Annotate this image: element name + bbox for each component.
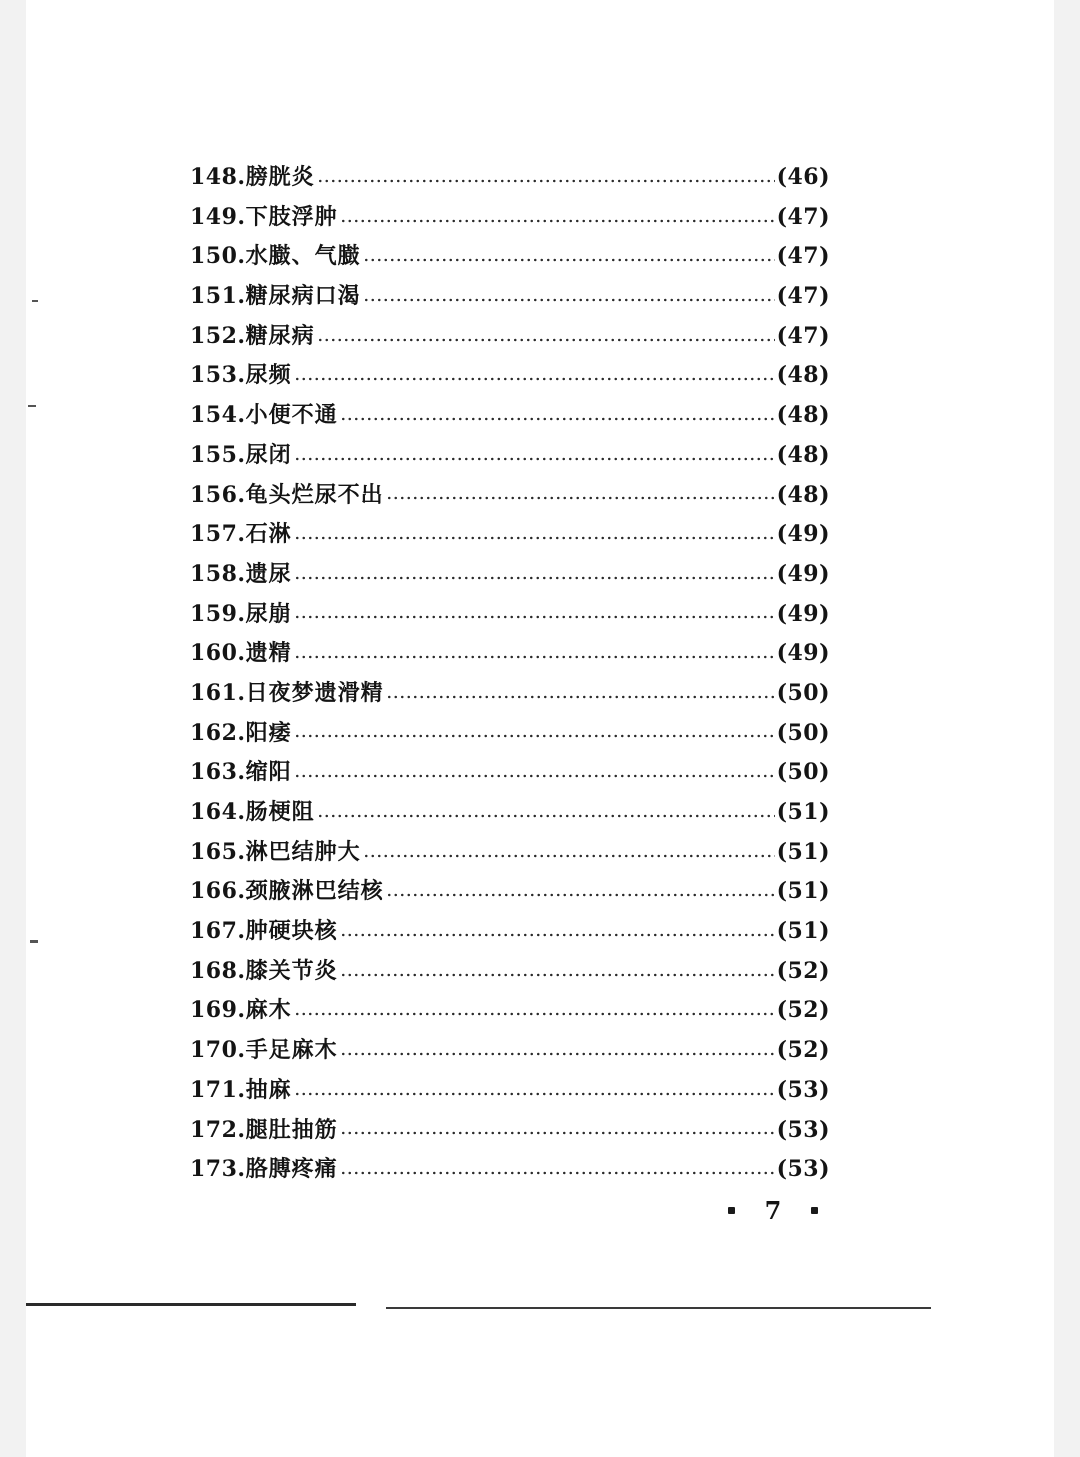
- dot-leader: [294, 536, 775, 540]
- dot-leader: [363, 854, 775, 858]
- dot-leader: [294, 576, 775, 580]
- entry-number: 170.: [190, 1037, 246, 1064]
- entry-title: 颈腋淋巴结核: [245, 878, 384, 905]
- bottom-rule-right: [386, 1307, 931, 1309]
- dot-leader: [294, 377, 775, 381]
- dot-leader: [340, 219, 775, 223]
- bottom-rule-left: [26, 1303, 356, 1306]
- entry-title: 手足麻木: [245, 1037, 338, 1064]
- entry-title: 遗尿: [245, 560, 292, 587]
- entry-number: 155.: [190, 441, 246, 468]
- scan-speck: [32, 300, 38, 302]
- entry-title: 下肢浮肿: [245, 203, 338, 230]
- toc-entry: [190, 714, 830, 754]
- entry-number: 168.: [190, 957, 246, 984]
- entry-page: (48): [776, 362, 830, 389]
- toc-entry: [190, 991, 830, 1031]
- dot-leader: [294, 457, 775, 461]
- entry-title: 膝关节炎: [245, 957, 338, 984]
- entry-number: 149.: [190, 203, 246, 230]
- entry-page: (51): [776, 799, 830, 825]
- entry-number: 171.: [190, 1076, 246, 1103]
- entry-title: 膀胱炎: [245, 164, 315, 190]
- entry-title: 遗精: [245, 640, 292, 667]
- entry-number: 153.: [190, 362, 246, 389]
- entry-page: (50): [776, 759, 830, 786]
- entry-title: 抽麻: [245, 1076, 292, 1103]
- entry-title: 糖尿病: [245, 322, 315, 349]
- entry-number: 167.: [190, 918, 246, 945]
- dot-leader: [386, 496, 775, 500]
- entry-title: 尿闭: [245, 441, 292, 468]
- entry-number: 157.: [190, 521, 246, 548]
- entry-number: 151.: [190, 283, 246, 310]
- entry-title: 肿硬块核: [245, 918, 338, 945]
- entry-page: (47): [776, 203, 830, 230]
- entry-title: 麻木: [245, 997, 292, 1024]
- entry-page: (51): [776, 918, 830, 945]
- entry-page: (53): [776, 1076, 830, 1103]
- toc-entry: [190, 674, 830, 714]
- entry-number: 172.: [190, 1116, 246, 1143]
- toc-entry: [190, 237, 830, 277]
- entry-number: 163.: [190, 759, 246, 786]
- entry-page: (48): [776, 441, 830, 468]
- entry-number: 148.: [190, 164, 246, 190]
- toc-entry: [190, 356, 830, 396]
- dot-leader: [294, 1092, 775, 1096]
- toc-entry: [190, 595, 830, 635]
- entry-title: 尿崩: [245, 600, 292, 627]
- toc-entry: [190, 396, 830, 436]
- entry-number: 158.: [190, 560, 246, 587]
- entry-page: (53): [776, 1156, 830, 1183]
- dot-leader: [340, 1131, 775, 1135]
- toc-entry: [190, 317, 830, 357]
- dot-leader: [294, 1012, 775, 1016]
- entry-title: 水臌、气臌: [245, 243, 361, 270]
- entry-number: 173.: [190, 1156, 246, 1183]
- entry-page: (52): [776, 957, 830, 984]
- entry-title: 腿肚抽筋: [245, 1116, 338, 1143]
- entry-page: (48): [776, 481, 830, 508]
- toc-entry: [190, 912, 830, 952]
- entry-page: (46): [776, 164, 830, 190]
- entry-title: 尿频: [245, 362, 292, 389]
- dot-leader: [340, 973, 775, 977]
- table-of-contents: [190, 158, 830, 1190]
- dot-leader: [294, 734, 775, 738]
- entry-page: (51): [776, 838, 830, 865]
- entry-page: (47): [776, 322, 830, 349]
- entry-page: (49): [776, 560, 830, 587]
- entry-title: 日夜梦遗滑精: [245, 679, 384, 706]
- toc-entry: [190, 1111, 830, 1151]
- bullet-dot-icon: [728, 1207, 735, 1214]
- entry-title: 胳膊疼痛: [245, 1156, 338, 1183]
- entry-page: (49): [776, 521, 830, 548]
- dot-leader: [340, 1171, 775, 1175]
- entry-page: (51): [776, 878, 830, 905]
- dot-leader: [294, 774, 775, 778]
- toc-entry: [190, 952, 830, 992]
- entry-number: 160.: [190, 640, 246, 667]
- entry-title: 肠梗阻: [245, 799, 315, 825]
- entry-title: 小便不通: [245, 402, 338, 429]
- entry-title: 龟头烂尿不出: [245, 481, 384, 508]
- page-number-footer: [728, 1192, 818, 1228]
- scan-speck: [30, 940, 38, 943]
- entry-number: 154.: [190, 402, 246, 429]
- toc-entry: [190, 872, 830, 912]
- entry-page: (53): [776, 1116, 830, 1143]
- entry-number: 169.: [190, 997, 246, 1024]
- dot-leader: [340, 1052, 775, 1056]
- toc-entry: [190, 1031, 830, 1071]
- toc-entry: [190, 158, 830, 198]
- entry-number: 152.: [190, 322, 246, 349]
- entry-page: (47): [776, 243, 830, 270]
- toc-entry: [190, 1071, 830, 1111]
- bullet-dot-icon: [811, 1207, 818, 1214]
- toc-entry: [190, 1150, 830, 1190]
- dot-leader: [317, 814, 775, 818]
- dot-leader: [386, 695, 775, 699]
- toc-entry: [190, 436, 830, 476]
- toc-entry: [190, 515, 830, 555]
- entry-number: 159.: [190, 600, 246, 627]
- entry-number: 150.: [190, 243, 246, 270]
- entry-number: 162.: [190, 719, 246, 746]
- entry-page: (49): [776, 640, 830, 667]
- scan-speck: [28, 405, 36, 407]
- dot-leader: [294, 655, 775, 659]
- entry-number: 161.: [190, 679, 246, 706]
- entry-number: 164.: [190, 799, 246, 825]
- entry-title: 糖尿病口渴: [245, 283, 361, 310]
- entry-page: (48): [776, 402, 830, 429]
- entry-page: (50): [776, 679, 830, 706]
- dot-leader: [386, 893, 775, 897]
- entry-page: (47): [776, 283, 830, 310]
- toc-entry: [190, 634, 830, 674]
- entry-number: 156.: [190, 481, 246, 508]
- dot-leader: [340, 417, 775, 421]
- entry-title: 阳痿: [245, 719, 292, 746]
- toc-entry: [190, 833, 830, 873]
- entry-page: (50): [776, 719, 830, 746]
- entry-number: 166.: [190, 878, 246, 905]
- toc-entry: [190, 277, 830, 317]
- toc-entry: [190, 753, 830, 793]
- entry-title: 淋巴结肿大: [245, 838, 361, 865]
- dot-leader: [317, 179, 775, 183]
- entry-page: (52): [776, 1037, 830, 1064]
- dot-leader: [317, 338, 775, 342]
- page-number: 7: [764, 1195, 782, 1225]
- entry-page: (49): [776, 600, 830, 627]
- toc-entry: [190, 555, 830, 595]
- dot-leader: [363, 298, 775, 302]
- dot-leader: [363, 258, 775, 262]
- dot-leader: [294, 615, 775, 619]
- entry-page: (52): [776, 997, 830, 1024]
- entry-number: 165.: [190, 838, 246, 865]
- toc-entry: [190, 476, 830, 516]
- entry-title: 石淋: [245, 521, 292, 548]
- toc-entry: [190, 198, 830, 238]
- toc-entry: [190, 793, 830, 833]
- dot-leader: [340, 933, 775, 937]
- entry-title: 缩阳: [245, 759, 292, 786]
